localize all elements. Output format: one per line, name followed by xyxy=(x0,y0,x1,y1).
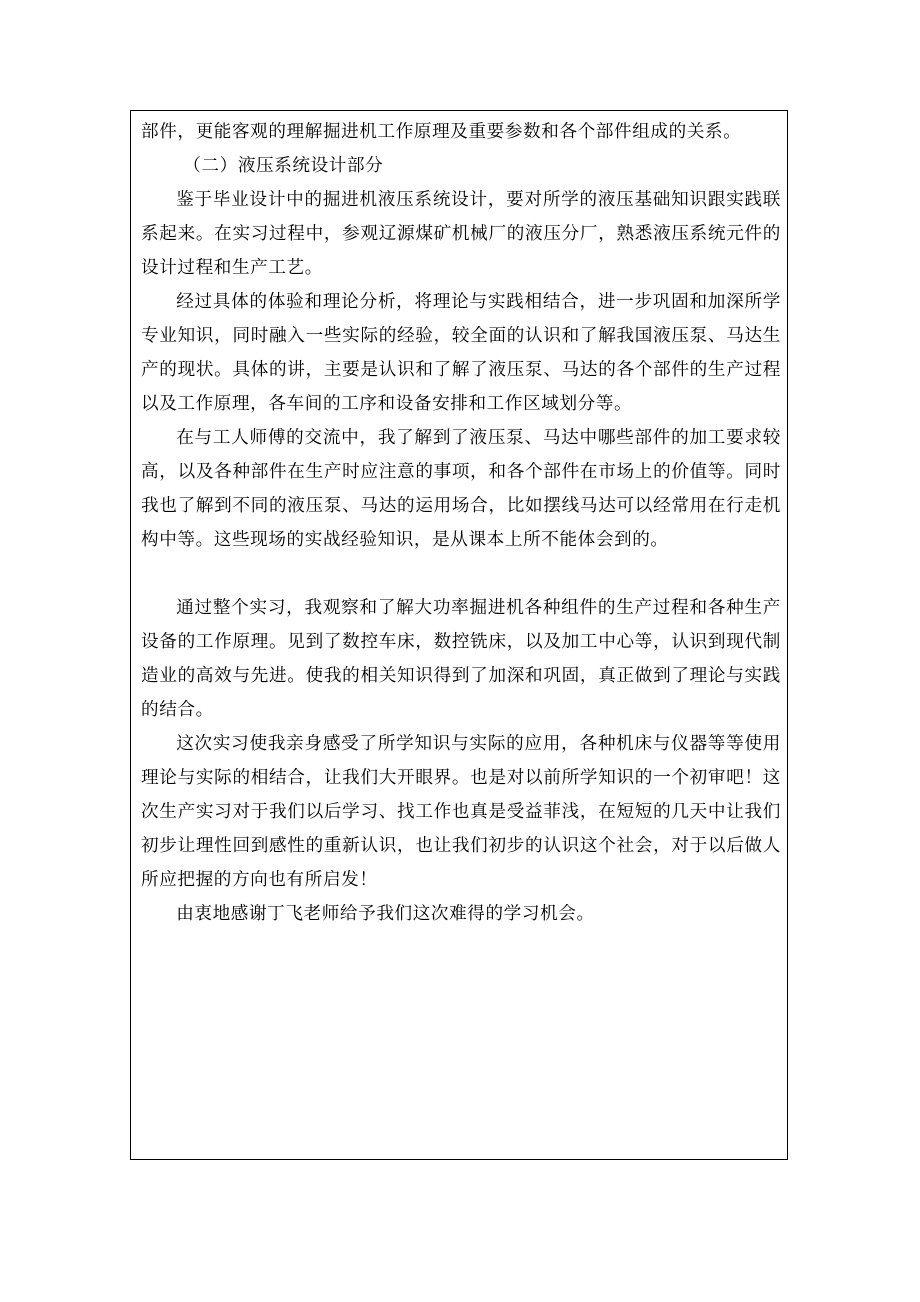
report-body xyxy=(141,115,781,931)
paragraph-exchange: 在与工人师傅的交流中，我了解到了液压泵、马达中哪些部件的加工要求较高，以及各种部件在生产时应注意的事项，和各个部件在市场上的价值等。同时我也了解到不同的液压泵、马达的运用场合，比如摆线马达可以经常用在行走机构中等。这些现场的实战经验知识，是从课本上所不能体会到的。 xyxy=(141,428,781,550)
report-frame xyxy=(130,110,788,1160)
paragraph-reflection: 这次实习使我亲身感受了所学知识与实际的应用，各种机床与仪器等等使用理论与实际的相结合，让我们大开眼界。也是对以前所学知识的一个初审吧！这次生产实习对于我们以后学习、找工作也真是受益菲浅，在短短的几天中让我们初步让理性回到感性的重新认识，也让我们初步的认识这个社会，对于以后做人所应把握的方向也有所启发！ xyxy=(141,734,781,890)
paragraph-continuation: 部件，更能客观的理解掘进机工作原理及重要参数和各个部件组成的关系。 xyxy=(141,122,742,142)
paragraph-summary: 通过整个实习，我观察和了解大功率掘进机各种组件的生产过程和各种生产设备的工作原理。见到了数控车床，数控铣床，以及加工中心等，认识到现代制造业的高效与先进。使我的相关知识得到了加深和巩固，真正做到了理论与实践的结合。 xyxy=(141,598,781,720)
section-heading-hydraulic: （二）液压系统设计部分 xyxy=(183,156,384,176)
paragraph-design: 鉴于毕业设计中的掘进机液压系统设计，要对所学的液压基础知识跟实践联系起来。在实习过程中，参观辽源煤矿机械厂的液压分厂，熟悉液压系统元件的设计过程和生产工艺。 xyxy=(141,190,781,278)
paragraph-experience: 经过具体的体验和理论分析，将理论与实践相结合，进一步巩固和加深所学专业知识，同时融入一些实际的经验，较全面的认识和了解我国液压泵、马达生产的现状。具体的讲，主要是认识和了解了液压泵、马达的各个部件的生产过程以及工作原理，各车间的工序和设备安排和工作区域划分等。 xyxy=(141,292,781,414)
paragraph-thanks: 由衷地感谢丁飞老师给予我们这次难得的学习机会。 xyxy=(176,904,595,924)
blank-line xyxy=(141,557,781,591)
